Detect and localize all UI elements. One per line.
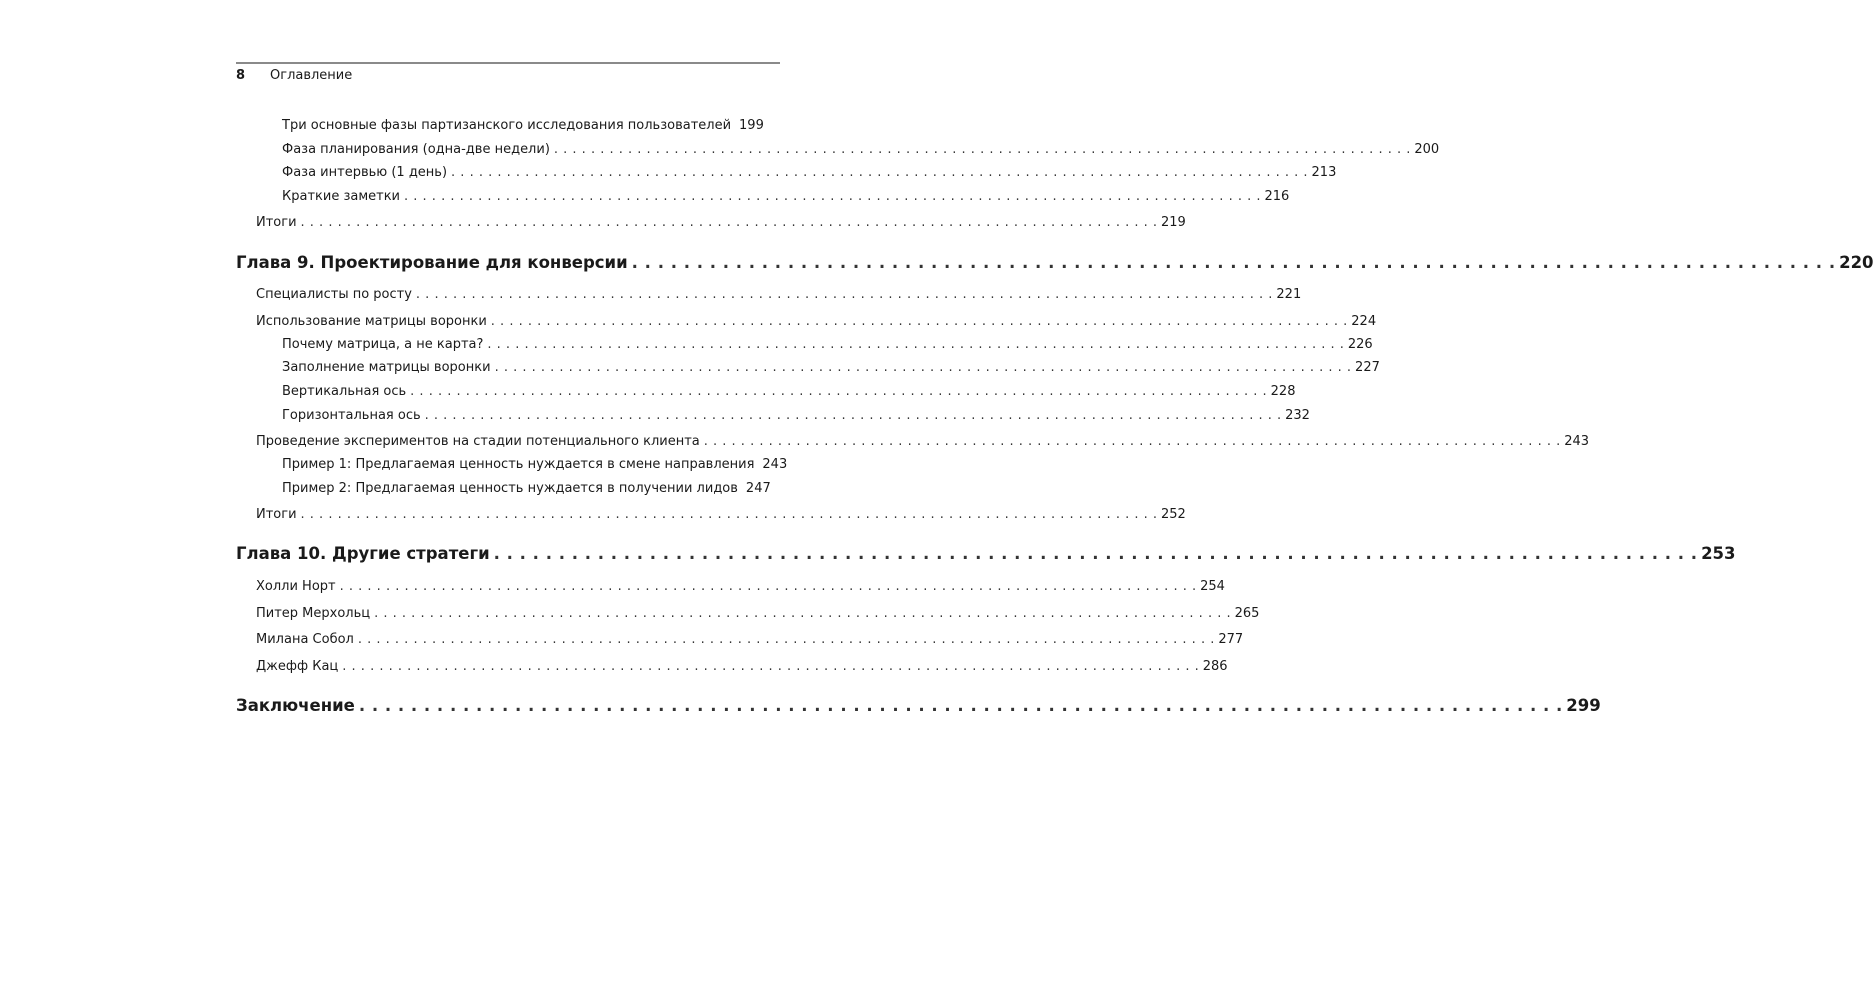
dot-leader bbox=[451, 165, 1307, 180]
toc-entry-page: 221 bbox=[1276, 287, 1302, 302]
toc-entry bbox=[282, 189, 1290, 204]
toc-entry-label: Использование матрицы воронки bbox=[256, 314, 487, 329]
toc-entry-page: 265 bbox=[1234, 606, 1260, 621]
toc-entry-label: Заполнение матрицы воронки bbox=[282, 360, 491, 375]
toc-entry-page: 254 bbox=[1200, 579, 1225, 594]
toc-entry bbox=[282, 165, 1337, 180]
toc-chapter-label: Заключение bbox=[236, 696, 355, 715]
toc-entry bbox=[256, 434, 1590, 449]
dot-leader bbox=[301, 215, 1157, 230]
toc-entry-page: 216 bbox=[1264, 189, 1290, 204]
toc-chapter-label: Глава 9. Проектирование для конверсии bbox=[236, 253, 628, 272]
toc-chapter-page: 253 bbox=[1701, 544, 1736, 563]
toc-chapter-label: Глава 10. Другие стратеги bbox=[236, 544, 490, 563]
dot-leader bbox=[416, 287, 1272, 302]
toc-entry-label: Питер Мерхольц bbox=[256, 606, 371, 621]
toc-entry bbox=[282, 118, 764, 133]
toc-entry-label: Специалисты по росту bbox=[256, 287, 412, 302]
running-title: Оглавление bbox=[270, 68, 353, 83]
toc-entry-label: Итоги bbox=[256, 215, 297, 230]
dot-leader bbox=[704, 434, 1560, 449]
toc-entry-label: Фаза планирования (одна-две недели) bbox=[282, 142, 550, 157]
toc-entry-page: 228 bbox=[1270, 384, 1296, 399]
toc-chapter-page: 299 bbox=[1566, 696, 1601, 715]
toc-entry-page: 200 bbox=[1414, 142, 1440, 157]
toc-entry bbox=[256, 632, 1244, 647]
toc-entry-page: 247 bbox=[745, 481, 771, 496]
dot-leader bbox=[491, 314, 1347, 329]
toc-entry-page: 277 bbox=[1218, 632, 1244, 647]
toc-entry-label: Джефф Кац bbox=[256, 659, 339, 674]
toc-entry-label: Почему матрица, а не карта? bbox=[282, 337, 484, 352]
toc-entry-label: Горизонтальная ось bbox=[282, 408, 421, 423]
toc-entry bbox=[282, 360, 1380, 375]
dot-leader bbox=[410, 384, 1266, 399]
dot-leader bbox=[301, 507, 1157, 522]
toc-entry bbox=[256, 215, 1186, 230]
toc-entry-page: 219 bbox=[1161, 215, 1186, 230]
dot-leader bbox=[425, 408, 1281, 423]
toc-chapter-page: 220 bbox=[1839, 253, 1874, 272]
toc-entry-label: Пример 2: Предлагаемая ценность нуждается в получении лидов bbox=[282, 481, 738, 496]
toc-entry bbox=[282, 384, 1296, 399]
toc-entry-page: 232 bbox=[1285, 408, 1310, 423]
dot-leader bbox=[340, 579, 1196, 594]
dot-leader bbox=[554, 142, 1410, 157]
toc-entry-page: 227 bbox=[1355, 360, 1380, 375]
dot-leader bbox=[495, 360, 1351, 375]
dot-leader bbox=[342, 659, 1198, 674]
toc-entry-page: 213 bbox=[1311, 165, 1337, 180]
toc-entry bbox=[282, 408, 1310, 423]
toc-entry bbox=[256, 314, 1377, 329]
toc-chapter bbox=[236, 696, 1601, 715]
dot-leader bbox=[358, 632, 1214, 647]
dot-leader bbox=[494, 544, 1697, 563]
toc-entry bbox=[282, 142, 1440, 157]
toc-entry-label: Краткие заметки bbox=[282, 189, 401, 204]
toc-entry-page: 224 bbox=[1351, 314, 1377, 329]
toc-entry-page: 243 bbox=[1564, 434, 1590, 449]
toc-chapter bbox=[236, 253, 1874, 272]
toc-entry-label: Вертикальная ось bbox=[282, 384, 407, 399]
header-rule bbox=[236, 62, 780, 64]
toc-entry-page: 252 bbox=[1161, 507, 1186, 522]
toc-entry-label: Итоги bbox=[256, 507, 297, 522]
toc-chapter bbox=[236, 544, 1736, 563]
dot-leader bbox=[374, 606, 1230, 621]
toc-entry-page: 243 bbox=[762, 457, 788, 472]
toc-entry-page: 286 bbox=[1202, 659, 1228, 674]
dot-leader bbox=[487, 337, 1343, 352]
toc-entry bbox=[256, 579, 1225, 594]
toc-entry-page: 226 bbox=[1347, 337, 1373, 352]
toc-entry-label: Три основные фазы партизанского исследования пользователей bbox=[282, 118, 732, 133]
running-header bbox=[236, 68, 352, 83]
toc-entry bbox=[282, 337, 1373, 352]
toc-entry bbox=[282, 481, 771, 496]
toc-entry bbox=[256, 287, 1302, 302]
toc-entry-label: Холли Норт bbox=[256, 579, 336, 594]
dot-leader bbox=[632, 253, 1835, 272]
dot-leader bbox=[404, 189, 1260, 204]
dot-leader bbox=[359, 696, 1562, 715]
toc-entry bbox=[256, 606, 1260, 621]
toc-entry bbox=[256, 659, 1228, 674]
toc-entry-page: 199 bbox=[739, 118, 764, 133]
page-number: 8 bbox=[236, 68, 246, 83]
toc-entry-label: Проведение экспериментов на стадии потенциального клиента bbox=[256, 434, 700, 449]
toc-entry-label: Фаза интервью (1 день) bbox=[282, 165, 448, 180]
toc-entry-label: Пример 1: Предлагаемая ценность нуждается в смене направления bbox=[282, 457, 755, 472]
toc-entry bbox=[256, 507, 1186, 522]
toc-entry bbox=[282, 457, 788, 472]
toc-entry-label: Милана Собол bbox=[256, 632, 354, 647]
